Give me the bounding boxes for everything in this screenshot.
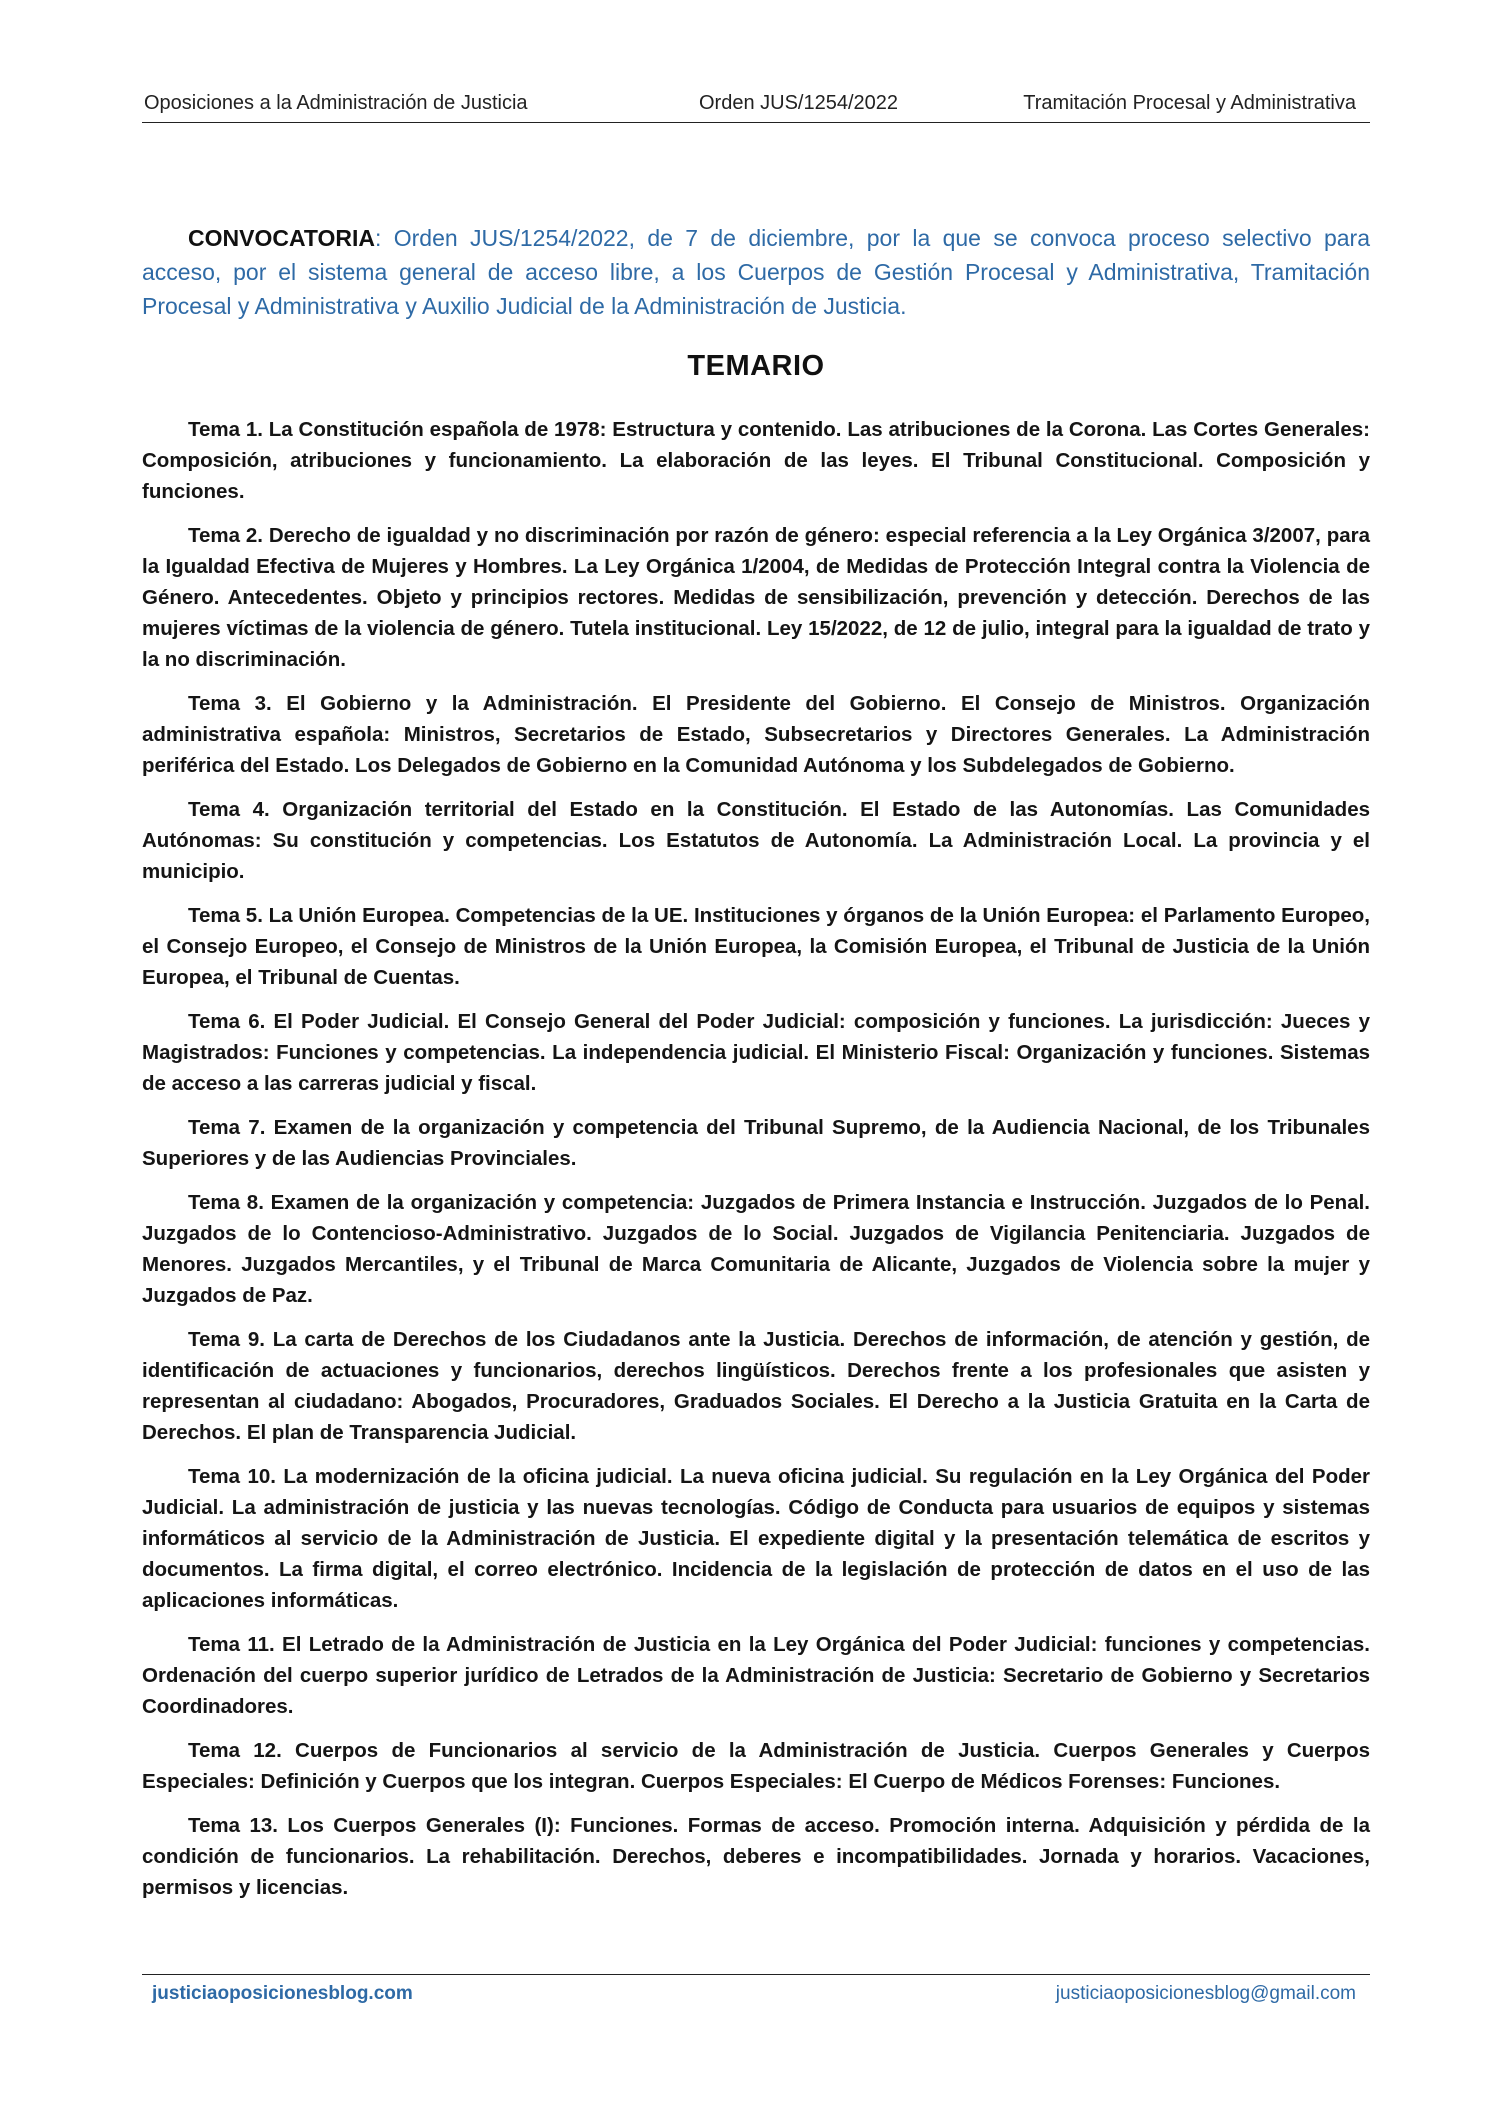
- temas-list: [142, 414, 1370, 1916]
- footer-email-link[interactable]: justiciaoposicionesblog@gmail.com: [1055, 1983, 1356, 2004]
- convocatoria-paragraph: [142, 221, 1370, 323]
- header-right-text: Tramitación Procesal y Administrativa: [1023, 92, 1356, 114]
- tema-6: Tema 6. El Poder Judicial. El Consejo General del Poder Judicial: composición y funciones. La jurisdicción: Jueces y Magistrados: Funciones y competencias. La independencia judicial. El Ministerio Fiscal: Organización y funciones. Sistemas de acceso a las carreras judicial y fiscal.: [142, 1010, 1370, 1095]
- tema-4: Tema 4. Organización territorial del Estado en la Constitución. El Estado de las Autonomías. Las Comunidades Autónomas: Su constitución y competencias. Los Estatutos de Autonomía. La Administración Local. La provincia y el municipio.: [142, 798, 1370, 883]
- tema-9: Tema 9. La carta de Derechos de los Ciudadanos ante la Justicia. Derechos de información, de atención y gestión, de identificación de actuaciones y funcionarios, derechos lingüísticos. Derechos frente a los profesionales que asisten y representan al ciudadano: Abogados, Procuradores, Graduados Sociales. El Derecho a la Justicia Gratuita en la Carta de Derechos. El plan de Transparencia Judicial.: [142, 1328, 1370, 1444]
- tema-13: Tema 13. Los Cuerpos Generales (I): Funciones. Formas de acceso. Promoción interna. Adquisición y pérdida de la condición de funcionarios. La rehabilitación. Derechos, deberes e incompatibilidades. Jornada y horarios. Vacaciones, permisos y licencias.: [142, 1814, 1370, 1899]
- footer-website-link[interactable]: justiciaoposicionesblog.com: [152, 1983, 413, 2004]
- tema-2: Tema 2. Derecho de igualdad y no discriminación por razón de género: especial referencia a la Ley Orgánica 3/2007, para la Igualdad Efectiva de Mujeres y Hombres. La Ley Orgánica 1/2004, de Medidas de Protección Integral contra la Violencia de Género. Antecedentes. Objeto y principios rectores. Medidas de sensibilización, prevención y detección. Derechos de las mujeres víctimas de la violencia de género. Tutela institucional. Ley 15/2022, de 12 de julio, integral para la igualdad de trato y la no discriminación.: [142, 524, 1370, 671]
- tema-8: Tema 8. Examen de la organización y competencia: Juzgados de Primera Instancia e Instrucción. Juzgados de lo Penal. Juzgados de lo Contencioso-Administrativo. Juzgados de lo Social. Juzgados de Vigilancia Penitenciaria. Juzgados de Menores. Juzgados Mercantiles, y el Tribunal de Marca Comunitaria de Alicante, Juzgados de Violencia sobre la mujer y Juzgados de Paz.: [142, 1191, 1370, 1307]
- page-footer: [142, 1974, 1370, 2015]
- tema-1: Tema 1. La Constitución española de 1978: Estructura y contenido. Las atribuciones de la Corona. Las Cortes Generales: Composición, atribuciones y funcionamiento. La elaboración de las leyes. El Tribunal Constitucional. Composición y funciones.: [142, 418, 1370, 503]
- header-middle-text: Orden JUS/1254/2022: [699, 92, 899, 114]
- page-title: TEMARIO: [687, 350, 825, 382]
- convocatoria-separator: :: [375, 225, 394, 251]
- tema-10: Tema 10. La modernización de la oficina judicial. La nueva oficina judicial. Su regulación en la Ley Orgánica del Poder Judicial. La administración de justicia y las nuevas tecnologías. Código de Conducta para usuarios de equipos y sistemas informáticos al servicio de la Administración de Justicia. El expediente digital y la presentación telemática de escritos y documentos. La firma digital, el correo electrónico. Incidencia de la legislación de protección de datos en el uso de las aplicaciones informáticas.: [142, 1465, 1370, 1612]
- tema-5: Tema 5. La Unión Europea. Competencias de la UE. Instituciones y órganos de la Unión Europea: el Parlamento Europeo, el Consejo Europeo, el Consejo de Ministros de la Unión Europea, la Comisión Europea, el Tribunal de Justicia de la Unión Europea, el Tribunal de Cuentas.: [142, 904, 1370, 989]
- convocatoria-text: Orden JUS/1254/2022, de 7 de diciembre, por la que se convoca proceso selectivo para acceso, por el sistema general de acceso libre, a los Cuerpos de Gestión Procesal y Administrativa, Tramitación Procesal y Administrativa y Auxilio Judicial de la Administración de Justicia.: [142, 225, 1371, 319]
- tema-12: Tema 12. Cuerpos de Funcionarios al servicio de la Administración de Justicia. Cuerpos Generales y Cuerpos Especiales: Definición y Cuerpos que los integran. Cuerpos Especiales: El Cuerpo de Médicos Forenses: Funciones.: [142, 1739, 1370, 1793]
- tema-11: Tema 11. El Letrado de la Administración de Justicia en la Ley Orgánica del Poder Judicial: funciones y competencias. Ordenación del cuerpo superior jurídico de Letrados de la Administración de Justicia: Secretario de Gobierno y Secretarios Coordinadores.: [142, 1633, 1370, 1718]
- tema-3: Tema 3. El Gobierno y la Administración. El Presidente del Gobierno. El Consejo de Ministros. Organización administrativa española: Ministros, Secretarios de Estado, Subsecretarios y Directores Generales. La Administración periférica del Estado. Los Delegados de Gobierno en la Comunidad Autónoma y los Subdelegados de Gobierno.: [142, 692, 1370, 777]
- convocatoria-label: CONVOCATORIA: [188, 225, 375, 251]
- tema-7: Tema 7. Examen de la organización y competencia del Tribunal Supremo, de la Audiencia Nacional, de los Tribunales Superiores y de las Audiencias Provinciales.: [142, 1116, 1370, 1170]
- header-left-text: Oposiciones a la Administración de Justicia: [144, 92, 528, 114]
- page-header: [142, 88, 1370, 123]
